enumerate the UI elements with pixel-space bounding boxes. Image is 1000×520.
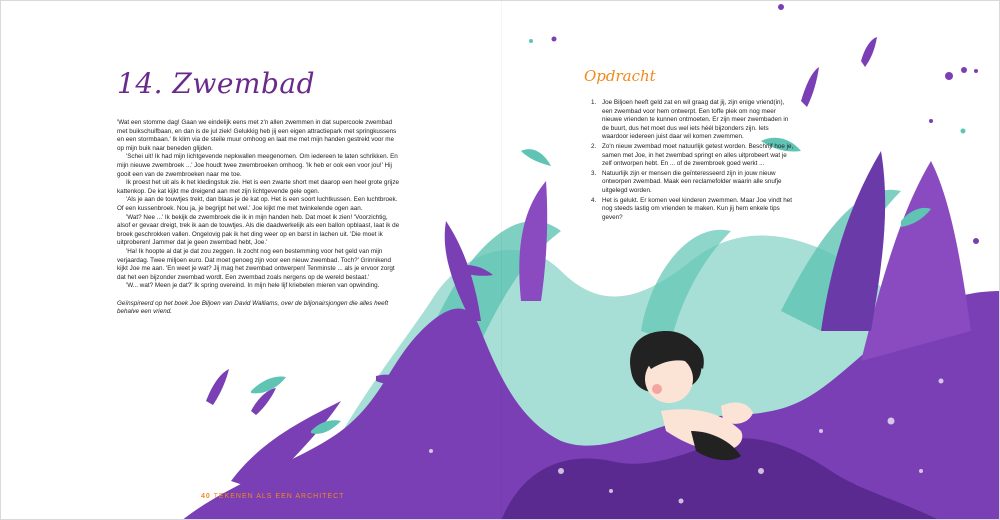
story-text	[117, 119, 400, 317]
assignment-title: Opdracht	[584, 67, 656, 85]
story-paragraph: 'Wat? Nee ...' Ik bekijk de zwembroek die ik in mijn handen heb. Dat moet ik zien! 'Voorzichtig, alsof er gevaar dreigt, trek ik aan de touwtjes. Als die daadwerkelijk als een ballon opblaast, laat ik de broek geschrokken vallen. Ongelovig pak ik het ding weer op en barst in lachen uit. 'Die moet ik uitproberen! Jammer dat je geen zwembad hebt, Joe.'	[117, 213, 400, 247]
assignment-list	[584, 99, 796, 222]
chapter-title: 14. Zwembad	[117, 67, 316, 100]
page-footer	[201, 493, 344, 500]
assignment-item: 2. Zo'n nieuw zwembad moet natuurlijk getest worden. Beschrijf hoe je, samen met Joe, in het zwembad springt en alles uitprobeert wat je zelf ontworpen hebt. En ... of de zwembroek goed werkt ...	[598, 143, 796, 169]
story-paragraph: 'Schei uit! Ik had mijn lichtgevende nepkwallen meegenomen. Om iedereen te laten schrikken. En mijn nieuwe zwembroek ...' Joe houdt twee zwembroeken omhoog. 'Ik heb er ook een voor jou!' Hij gooit een van de zwembroeken naar me toe.	[117, 153, 398, 178]
story-paragraph: 'Als je aan de touwtjes trekt, dan blaas je de kat op. Het is een soort luchtkussen. Een luchtbroek. Of een kussenbroek. Nou ja, je begrijpt het wel.' Joe kijkt me met twinkelende ogen aan.	[117, 196, 398, 212]
assignment-item: 3. Natuurlijk zijn er mensen die geïnteresseerd zijn in jouw nieuw ontworpen zwembad. Maak een reclamefolder waarin alle snufje uitgelegd worden.	[598, 170, 796, 196]
running-title: TEKENEN ALS EEN ARCHITECT	[213, 493, 345, 500]
book-credit: Geïnspireerd op het boek Joe Biljoen van David Walliams, over de biljonairsjongen die alles heeft behalve een vriend.	[117, 299, 389, 316]
page-number: 40	[201, 493, 211, 500]
page-fold	[501, 1, 502, 520]
assignment-item: 1. Joe Biljoen heeft geld zat en wil graag dat jij, zijn enige vriend(in), een zwembad voor hem ontwerpt. Een toffe plek om nog meer nieuwe vrienden te kunnen ontmoeten. Er zijn meer zwembaden in de buurt, dus het moet dus wel iets héél bijzonders zijn. Iets waardoor iedereen juist daar wil komen zwemmen.	[598, 99, 796, 142]
story-paragraph: 'W... wat? Meen je dat?' Ik spring overeind. In mijn hele lijf kriebelen mieren van opwinding.	[126, 282, 380, 290]
assignment-item: 4. Het is gelukt. Er komen veel kinderen zwemmen. Maar Joe vindt het nog steeds lastig om vrienden te maken. Kun jij hem enkele tips geven?	[598, 197, 796, 223]
assignment-block	[584, 67, 796, 223]
story-paragraph: 'Ha! Ik hoopte al dat je dat zou zeggen. Ik zocht nog een bestemming voor het geld van mijn verjaardag. Twee miljoen euro. Dat moet genoeg zijn voor een nieuw zwembad. Toch?' Grinnikend kijkt Joe me aan. 'En weet je wat? Jij mag het zwembad ontwerpen! Tenminste ... als je ervoor zorgt dat het een bijzonder zwembad wordt. Een zwembad zoals nergens op de wereld bestaat.'	[117, 247, 395, 281]
story-paragraph: Ik proest het uit als ik het kledingstuk zie. Het is een zwarte short met daarop een heel grote grijze kattenkop. De kat kijkt me dreigend aan met zijn lichtgevende gele ogen.	[117, 179, 400, 195]
story-paragraph: 'Wat een stomme dag! Gaan we eindelijk eens met z'n allen zwemmen in dat supercoole zwembad met buikschuifbaan, en dan is de jul ziek! Gelukkig heb jij een eigen attractiepark met springkussens en een stormbaan.' Ik klim via de steile muur omhoog en laat me met mijn handen gestrekt voor me op mijn buik naar beneden glijden.	[117, 119, 397, 152]
